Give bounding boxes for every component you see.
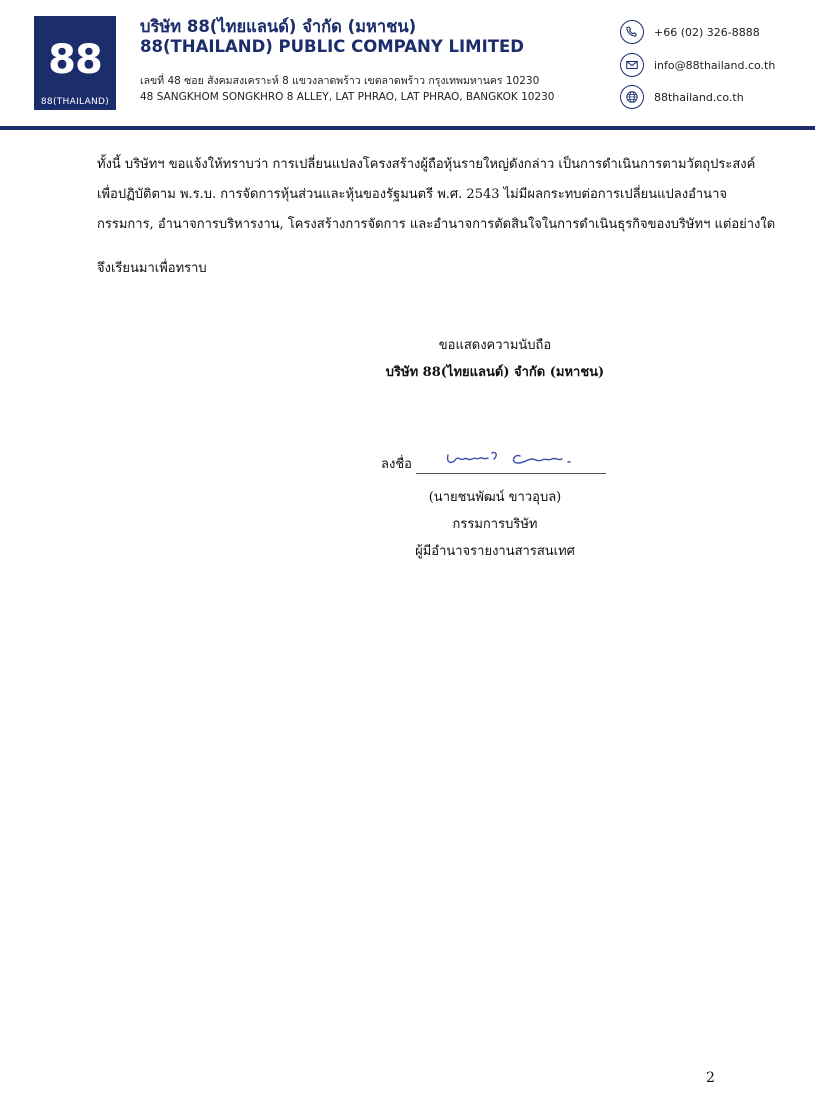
paragraph-line: เพื่อปฏิบัติตาม พ.ร.บ. การจัดการหุ้นส่วนและหุ้นของรัฐมนตรี พ.ศ. 2543 ไม่มีผลกระทบต่อการเปลี่ยนแปลงอำนาจ bbox=[97, 187, 727, 202]
email-text: info@88thailand.co.th bbox=[654, 58, 776, 72]
logo-caption: 88(THAILAND) bbox=[40, 97, 110, 107]
contact-website bbox=[620, 83, 744, 111]
address-th: เลขที่ 48 ซอย สังคมสงเคราะห์ 8 แขวงลาดพร้าว เขตลาดพร้าว กรุงเทพมหานคร 10230 bbox=[140, 75, 540, 87]
contact-phone bbox=[620, 18, 760, 46]
mail-icon bbox=[620, 53, 644, 77]
header-divider bbox=[0, 126, 815, 130]
body-paragraph bbox=[97, 150, 776, 240]
paragraph-line: ทั้งนี้ บริษัทฯ ขอแจ้งให้ทราบว่า การเปลี่ยนแปลงโครงสร้างผู้ถือหุ้นรายใหญ่ดังกล่าว เป็นการดำเนินการตามวัตถุประสงค์ bbox=[97, 157, 756, 172]
phone-text: +66 (02) 326-8888 bbox=[654, 25, 760, 39]
globe-icon bbox=[620, 85, 644, 109]
website-text: 88thailand.co.th bbox=[654, 90, 744, 104]
paragraph-line: กรรมการ, อำนาจการบริหารงาน, โครงสร้างการจัดการ และอำนาจการตัดสินใจในการดำเนินธุรกิจของบริษัทฯ แต่อย่างใด bbox=[97, 217, 776, 232]
inform-line: จึงเรียนมาเพื่อทราบ bbox=[97, 261, 207, 276]
company-logo bbox=[34, 16, 116, 110]
signature-line bbox=[416, 449, 606, 474]
logo-number: 88 bbox=[48, 37, 102, 83]
signature-company: บริษัท 88(ไทยแลนด์) จำกัด (มหาชน) bbox=[385, 365, 605, 380]
handwritten-signature bbox=[444, 447, 584, 471]
address-en: 48 SANGKHOM SONGKHRO 8 ALLEY, LAT PHRAO, LAT PHRAO, BANGKOK 10230 bbox=[140, 91, 555, 103]
contact-email bbox=[620, 51, 775, 79]
closing-text: ขอแสดงความนับถือ bbox=[438, 338, 552, 353]
signer-title-1: กรรมการบริษัท bbox=[452, 517, 538, 532]
phone-icon bbox=[620, 20, 644, 44]
signature-row bbox=[381, 448, 606, 474]
signer-name: (นายชนพัฒน์ ขาวอุบล) bbox=[428, 490, 562, 505]
company-name-th: บริษัท 88(ไทยแลนด์) จำกัด (มหาชน) bbox=[140, 17, 417, 36]
signer-title-2: ผู้มีอำนาจรายงานสารสนเทศ bbox=[415, 544, 575, 559]
company-name-en: 88(THAILAND) PUBLIC COMPANY LIMITED bbox=[140, 37, 524, 56]
sign-label: ลงชื่อ bbox=[381, 457, 412, 472]
page-number: 2 bbox=[706, 1070, 715, 1086]
